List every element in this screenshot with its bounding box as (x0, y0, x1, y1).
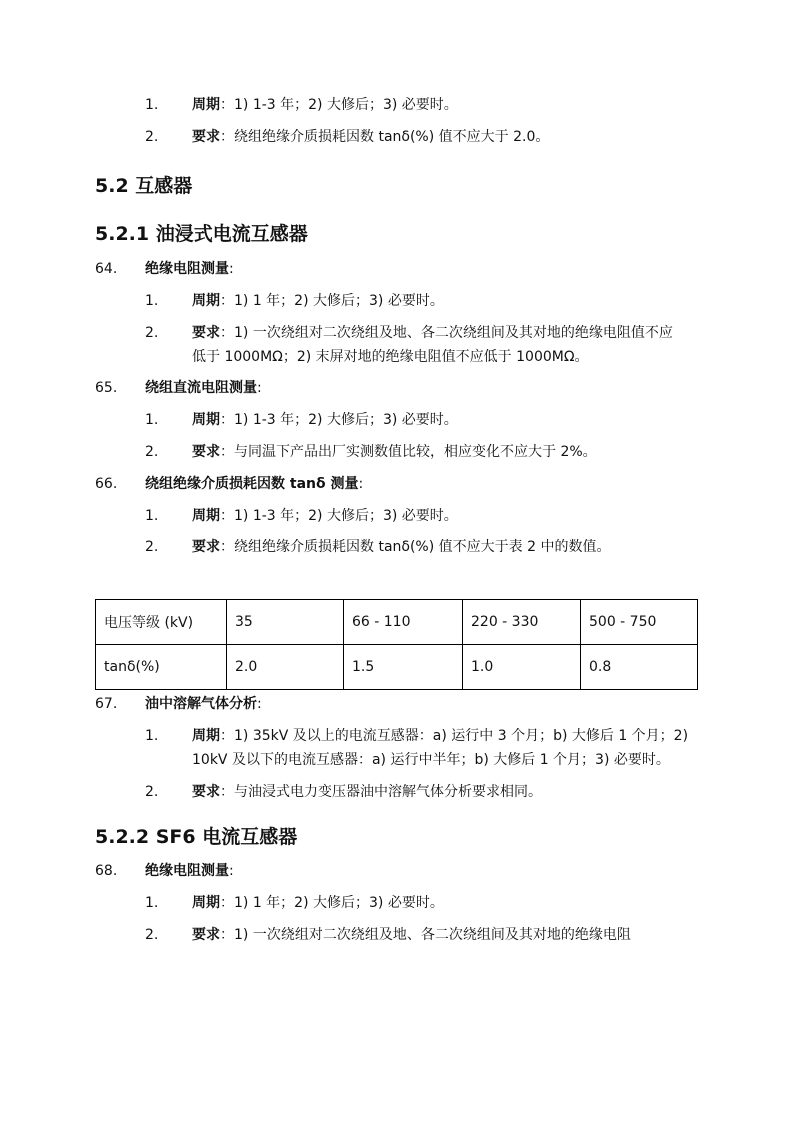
item-text: ：1) 1-3 年；2) 大修后；3) 必要时。 (220, 412, 458, 428)
list-item (192, 891, 444, 915)
table-cell: 电压等级 (kV) (96, 600, 227, 645)
table-cell: 500 - 750 (581, 600, 698, 645)
list-number: 2. (145, 927, 159, 943)
item-label: 要求 (192, 539, 220, 555)
item-text: ：绕组绝缘介质损耗因数 tanδ(%) 值不应大于 2.0。 (220, 129, 550, 145)
list-number: 2. (145, 325, 159, 341)
list-item (192, 780, 542, 804)
list-number: 2. (145, 784, 159, 800)
table-cell: 0.8 (581, 645, 698, 690)
list-number: 2. (145, 129, 159, 145)
list-number: 1. (145, 508, 159, 524)
table-cell: 1.0 (463, 645, 581, 690)
clause-number: 65. (95, 380, 118, 396)
item-text: ：与油浸式电力变压器油中溶解气体分析要求相同。 (220, 784, 542, 800)
table-cell: 220 - 330 (463, 600, 581, 645)
clause-number: 66. (95, 476, 118, 492)
clause-title: 绝缘电阻测量: (145, 863, 234, 879)
item-label: 周期 (192, 895, 220, 911)
tan-delta-table (95, 599, 698, 690)
item-text: ：1) 一次绕组对二次绕组及地、各二次绕组间及其对地的绝缘电阻 (220, 927, 631, 943)
item-text: ：1) 35kV 及以上的电流互感器：a) 运行中 3 个月；b) 大修后 1 个月；2) (220, 728, 689, 744)
item-label: 要求 (192, 129, 220, 145)
list-item (192, 408, 458, 432)
section-heading: 5.2 互感器 (95, 175, 193, 197)
item-label: 要求 (192, 927, 220, 943)
table-cell: tanδ(%) (96, 645, 227, 690)
list-number: 1. (145, 728, 159, 744)
subsection-heading: 5.2.2 SF6 电流互感器 (95, 826, 298, 848)
item-label: 周期 (192, 508, 220, 524)
item-text: ：1) 一次绕组对二次绕组及地、各二次绕组间及其对地的绝缘电阻值不应 (220, 325, 673, 341)
clause-number: 64. (95, 261, 118, 277)
clause-title: 绕组绝缘介质损耗因数 tanδ 测量: (145, 476, 364, 492)
list-item (192, 321, 673, 345)
item-label: 要求 (192, 444, 220, 460)
subsection-heading: 5.2.1 油浸式电流互感器 (95, 223, 308, 245)
item-text: ：绕组绝缘介质损耗因数 tanδ(%) 值不应大于表 2 中的数值。 (220, 539, 611, 555)
item-text: ：1) 1-3 年；2) 大修后；3) 必要时。 (220, 508, 458, 524)
list-item (192, 440, 597, 464)
clause-number: 67. (95, 696, 118, 712)
list-number: 1. (145, 412, 159, 428)
table-cell: 66 - 110 (344, 600, 463, 645)
list-item (192, 93, 458, 117)
item-text: ：1) 1 年；2) 大修后；3) 必要时。 (220, 895, 444, 911)
item-label: 要求 (192, 784, 220, 800)
list-item (192, 923, 631, 947)
item-label: 周期 (192, 97, 220, 113)
list-number: 2. (145, 539, 159, 555)
clause-title: 绕组直流电阻测量: (145, 380, 262, 396)
list-item (192, 724, 688, 748)
table-cell: 35 (227, 600, 344, 645)
item-text: ：1) 1 年；2) 大修后；3) 必要时。 (220, 293, 444, 309)
table-row (96, 645, 698, 690)
item-text: ：与同温下产品出厂实测数值比较，相应变化不应大于 2%。 (220, 444, 597, 460)
list-item-continuation: 低于 1000MΩ；2) 末屏对地的绝缘电阻值不应低于 1000MΩ。 (192, 349, 589, 365)
item-text: ：1) 1-3 年；2) 大修后；3) 必要时。 (220, 97, 458, 113)
item-label: 周期 (192, 412, 220, 428)
table-row (96, 600, 698, 645)
list-item (192, 125, 549, 149)
item-label: 要求 (192, 325, 220, 341)
list-number: 1. (145, 97, 159, 113)
table-cell: 2.0 (227, 645, 344, 690)
list-item (192, 535, 610, 559)
list-number: 1. (145, 895, 159, 911)
list-item (192, 289, 444, 313)
table-cell: 1.5 (344, 645, 463, 690)
clause-number: 68. (95, 863, 118, 879)
clause-title: 油中溶解气体分析: (145, 696, 262, 712)
list-item-continuation: 10kV 及以下的电流互感器：a) 运行中半年；b) 大修后 1 个月；3) 必要时。 (192, 752, 670, 768)
item-label: 周期 (192, 293, 220, 309)
item-label: 周期 (192, 728, 220, 744)
list-item (192, 504, 458, 528)
clause-title: 绝缘电阻测量: (145, 261, 234, 277)
list-number: 2. (145, 444, 159, 460)
list-number: 1. (145, 293, 159, 309)
